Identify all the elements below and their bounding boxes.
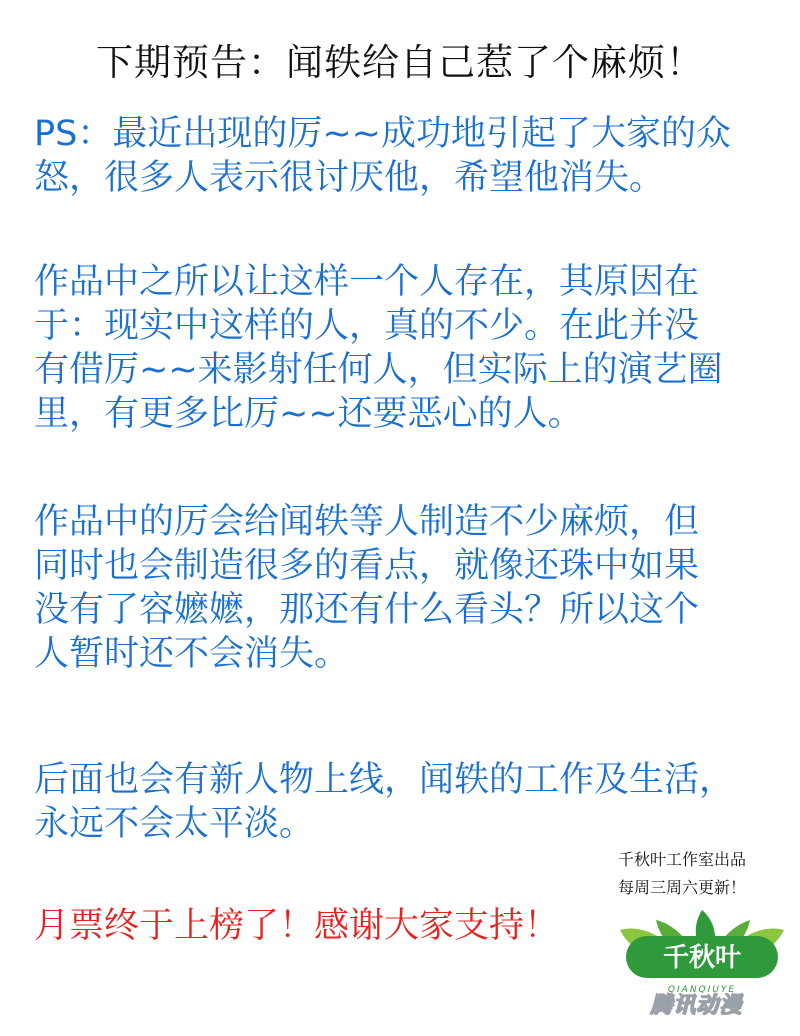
tencent-comic-watermark: 腾讯动漫: [650, 993, 743, 1018]
paragraph-line: 后面也会有新人物上线，闻轶的工作及生活，: [34, 760, 735, 800]
paragraph-line: 同时也会制造很多的看点，就像还珠中如果: [34, 546, 700, 586]
qianqiuye-logo: [612, 902, 792, 1002]
paragraph-line: 怒，很多人表示很讨厌他，希望他消失。: [34, 158, 665, 198]
paragraph-line: 作品中之所以让这样一个人存在，其原因在: [34, 262, 700, 302]
paragraph-line: 里，有更多比厉~~还要恶心的人。: [34, 394, 583, 434]
paragraph-future: [34, 758, 784, 846]
paragraph-line: PS：最近出现的厉~~成功地引起了大家的众: [34, 114, 731, 154]
paragraph-line: 有借厉~~来影射任何人，但实际上的演艺圈: [34, 350, 723, 390]
logo-pinyin: QIANQIUYE: [667, 985, 737, 995]
paragraph-line: 永远不会太平淡。: [34, 804, 315, 844]
paragraph-line: 没有了容嬷嬷，那还有什么看头？所以这个: [34, 590, 700, 630]
page-title: 下期预告：闻轶给自己惹了个麻烦！: [96, 41, 704, 84]
paragraph-reason: [34, 260, 784, 436]
studio-credit: [618, 846, 788, 902]
paragraph-ps: [34, 112, 784, 200]
paragraph-line: 人暂时还不会消失。: [34, 634, 350, 674]
paragraph-trouble: [34, 500, 784, 676]
paragraph-line: 作品中的厉会给闻轶等人制造不少麻烦，但: [34, 502, 700, 542]
logo-name: 千秋叶: [662, 943, 742, 973]
paragraph-line: 于：现实中这样的人，真的不少。在此并没: [34, 306, 700, 346]
studio-line: 千秋叶工作室出品: [618, 850, 747, 869]
update-schedule: 每周三周六更新！: [618, 878, 747, 897]
thanks-message: 月票终于上榜了！感谢大家支持！: [34, 906, 560, 946]
